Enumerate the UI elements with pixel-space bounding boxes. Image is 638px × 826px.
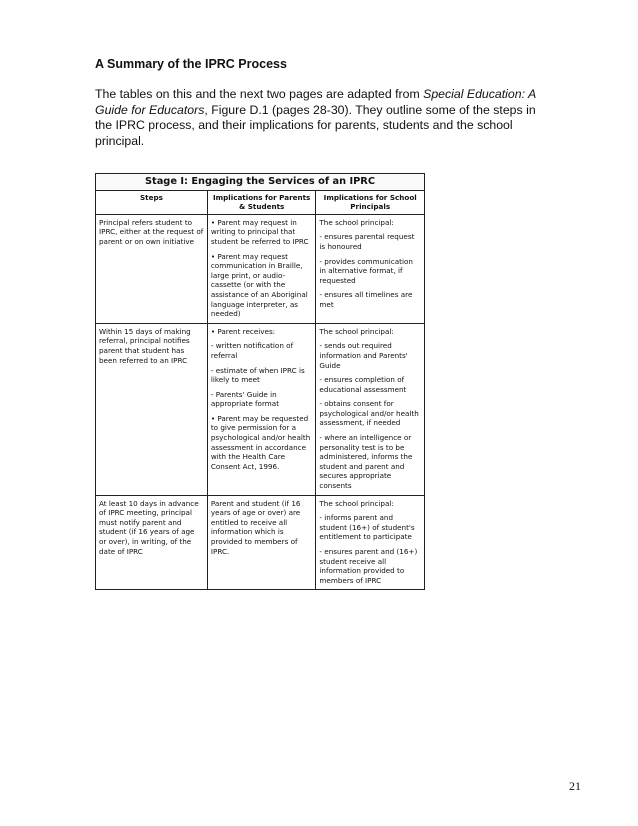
table-body bbox=[96, 214, 425, 590]
table-title: Stage I: Engaging the Services of an IPRC bbox=[96, 174, 425, 191]
principals-cell bbox=[316, 214, 425, 323]
cell-paragraph: - ensures completion of educational assessment bbox=[319, 375, 407, 394]
cell-paragraph: - where an intelligence or personality test is to be administered, informs the student and parent and secures appropriate consents bbox=[319, 433, 413, 491]
parents-cell bbox=[207, 214, 316, 323]
table-header-row bbox=[96, 190, 425, 214]
parents-cell bbox=[207, 323, 316, 495]
principals-cell bbox=[316, 323, 425, 495]
column-header-principals: Implications for School Principals bbox=[316, 190, 425, 214]
cell-paragraph: • Parent receives: bbox=[210, 326, 276, 336]
steps-cell bbox=[96, 323, 208, 495]
cell-paragraph: At least 10 days in advance of IPRC meeting, principal must notify parent and student (if 16 years of age or over), in writing, of the date of IPRC bbox=[99, 498, 199, 556]
cell-paragraph: The school principal: bbox=[319, 217, 394, 227]
cell-paragraph: - sends out required information and Parents' Guide bbox=[319, 341, 408, 370]
cell-paragraph: - obtains consent for psychological and/or health assessment, if needed bbox=[319, 399, 419, 428]
intro-text-end: , Figure D.1 (pages 28-30). They outline some of the steps in the IPRC process, and their implications for parents, students and the school principal. bbox=[95, 102, 536, 148]
page-heading: A Summary of the IPRC Process bbox=[95, 57, 287, 71]
cell-paragraph: Principal refers student to IPRC, either at the request of parent or on own initiative bbox=[99, 217, 204, 246]
intro-paragraph bbox=[95, 87, 555, 149]
stage-one-table bbox=[95, 173, 425, 590]
steps-cell bbox=[96, 495, 208, 590]
cell-paragraph: The school principal: bbox=[319, 326, 394, 336]
cell-paragraph: The school principal: bbox=[319, 498, 394, 508]
table-row bbox=[96, 323, 425, 495]
steps-cell bbox=[96, 214, 208, 323]
parents-cell bbox=[207, 495, 316, 590]
cell-paragraph: - estimate of when IPRC is likely to meet bbox=[210, 365, 305, 385]
table-row bbox=[96, 214, 425, 323]
table-title-row bbox=[96, 174, 425, 191]
column-header-parents: Implications for Parents & Students bbox=[207, 190, 316, 214]
cell-paragraph: - written notification of referral bbox=[210, 341, 294, 360]
intro-text-start: The tables on this and the next two pages are adapted from bbox=[95, 87, 424, 101]
cell-paragraph: - ensures parental request is honoured bbox=[319, 232, 415, 251]
cell-paragraph: - provides communication in alternative format, if requested bbox=[319, 256, 413, 285]
principals-cell bbox=[316, 495, 425, 590]
cell-paragraph: • Parent may request in writing to principal that student be referred to IPRC bbox=[210, 217, 309, 246]
cell-paragraph: Within 15 days of making referral, principal notifies parent that student has been referred to an IPRC bbox=[99, 326, 191, 365]
page-number: 21 bbox=[569, 779, 581, 793]
cell-paragraph: • Parent may be requested to give permission for a psychological and/or health assessment in accordance with the Health Care Consent Act, 1996. bbox=[210, 413, 311, 471]
cell-paragraph: - ensures all timelines are met bbox=[319, 290, 413, 309]
table-row bbox=[96, 495, 425, 590]
cell-paragraph: • Parent may request communication in Braille, large print, or audio-cassette (or with the assistance of an Aboriginal language interpreter, as needed) bbox=[210, 251, 308, 319]
cell-paragraph: Parent and student (if 16 years of age or over) are entitled to receive all information which is provided to members of IPRC. bbox=[210, 498, 301, 556]
column-header-steps: Steps bbox=[96, 190, 208, 214]
cell-paragraph: - informs parent and student (16+) of student's entitlement to participate bbox=[319, 513, 415, 542]
source-title: Special Education: A Guide for Educators bbox=[95, 87, 536, 117]
cell-paragraph: - Parents' Guide in appropriate format bbox=[210, 389, 280, 409]
cell-paragraph: - ensures parent and (16+) student receive all information provided to members of IPRC bbox=[319, 547, 418, 585]
